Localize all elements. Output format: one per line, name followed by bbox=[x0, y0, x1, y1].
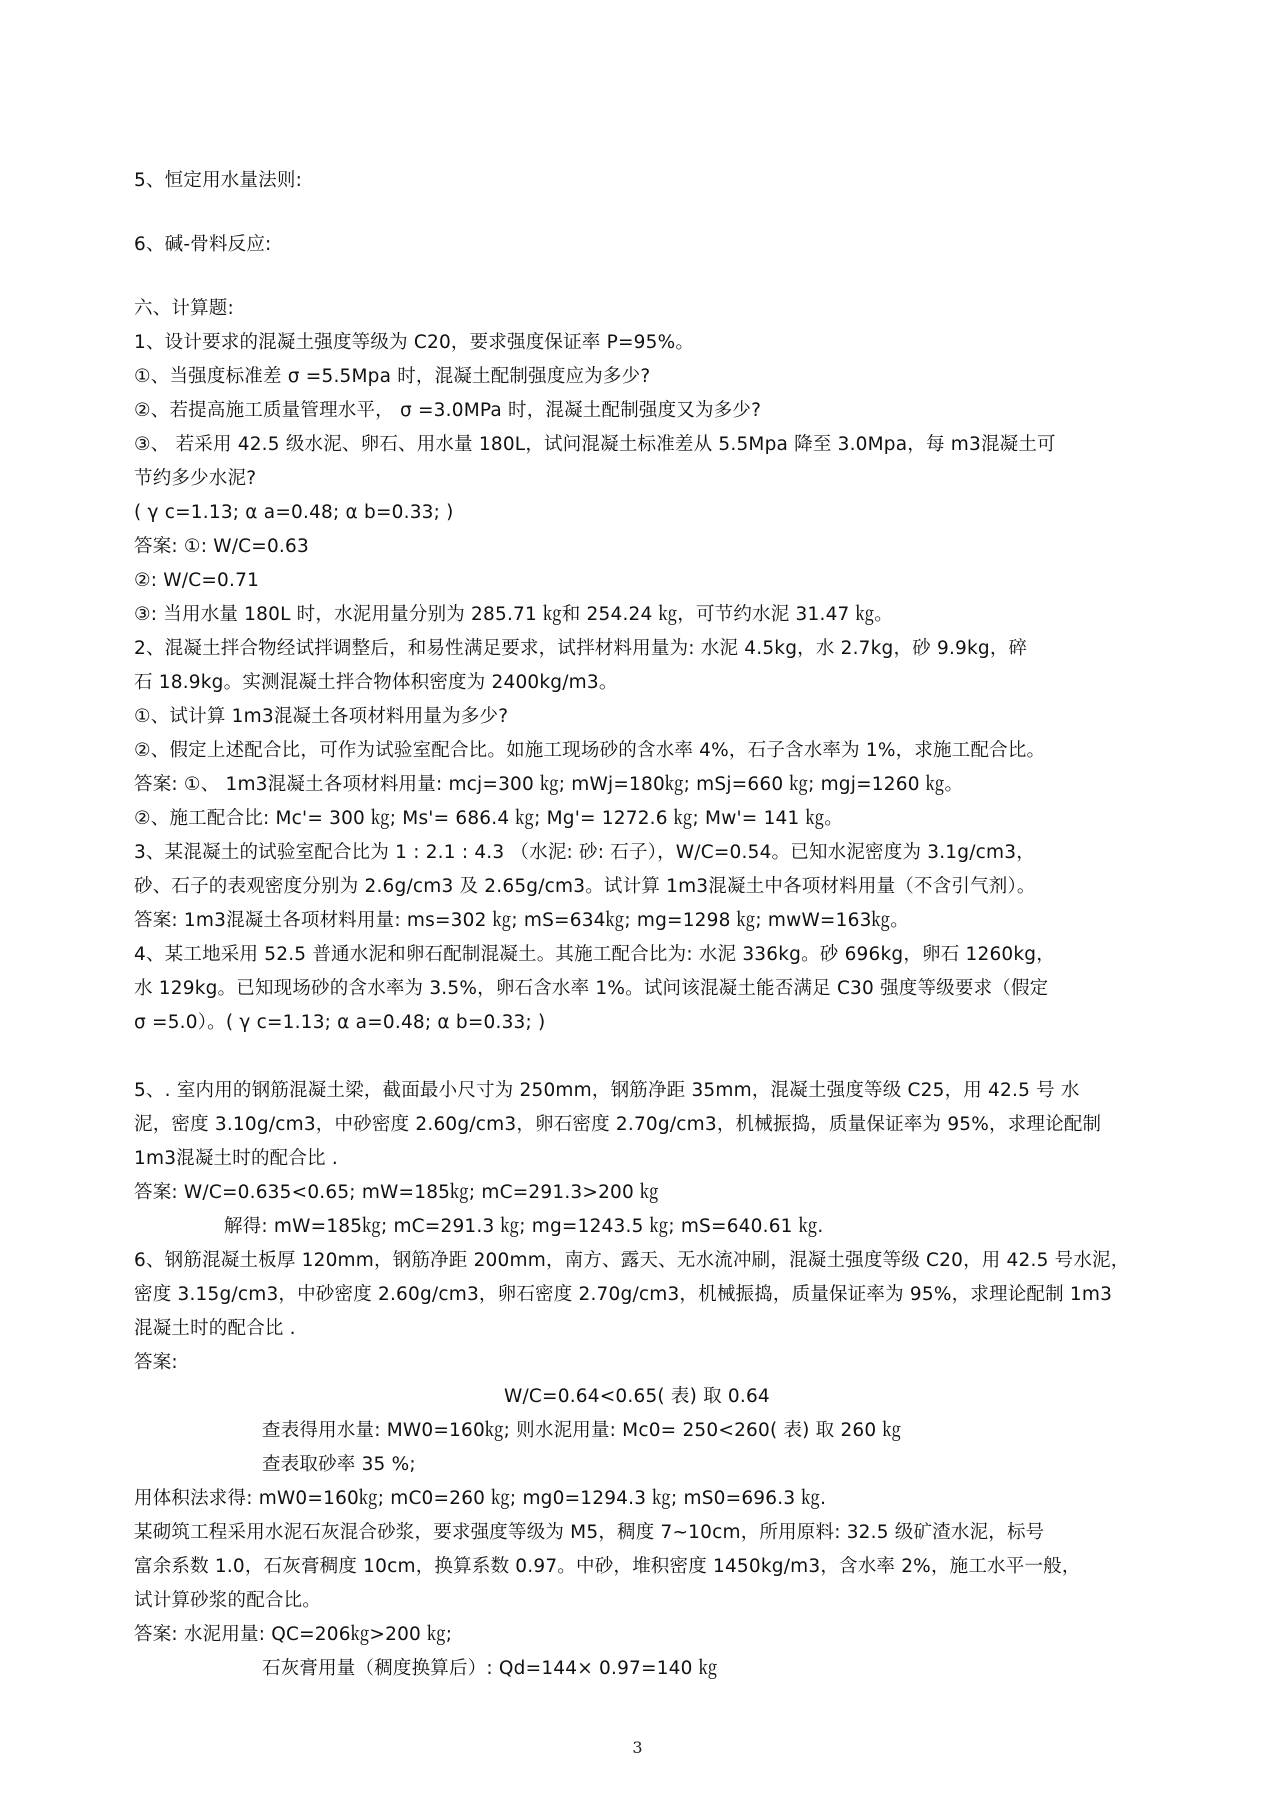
question-4-constants: σ =5.0）。( γ c=1.13; α a=0.48; α b=0.33; ) bbox=[134, 1012, 546, 1033]
question-6-title: 6、钢筋混凝土板厚 120mm，钢筋净距 200mm，南方、露天、无水流冲刷，混凝土强度等级 C20，用 42.5 号水泥， bbox=[134, 1250, 1130, 1271]
question-2-part-1: ①、试计算 1m3混凝土各项材料用量为多少? bbox=[134, 706, 509, 727]
answer-5: 答案: W/C=0.635<0.65; mW=185㎏; mC=291.3>200 ㎏ bbox=[134, 1182, 659, 1203]
answer-1-part-1: 答案: ①: W/C=0.63 bbox=[134, 536, 309, 557]
answer-1-part-2: ②: W/C=0.71 bbox=[134, 570, 260, 591]
question-5-title: 5、. 室内用的钢筋混凝土梁，截面最小尺寸为 250mm，钢筋净距 35mm，混凝土强度等级 C25，用 42.5 号 水 bbox=[134, 1080, 1080, 1101]
question-6-title-cont: 密度 3.15g/cm3，中砂密度 2.60g/cm3，卵石密度 2.70g/cm3，机械振捣，质量保证率为 95%，求理论配制 1m3 bbox=[134, 1284, 1113, 1305]
question-7-title-cont: 富余系数 1.0，石灰膏稠度 10cm，换算系数 0.97。中砂，堆积密度 1450kg/m3，含水率 2%，施工水平一般， bbox=[134, 1556, 1081, 1577]
answer-6-volume-method: 用体积法求得: mW0=160㎏; mC0=260 ㎏; mg0=1294.3 ㎏; mS0=696.3 ㎏. bbox=[134, 1488, 827, 1509]
answer-6-water: 查表得用水量: MW0=160㎏; 则水泥用量: Mc0= 250<260( 表) 取 260 ㎏ bbox=[262, 1420, 902, 1441]
question-5-title-end: 1m3混凝土时的配合比 . bbox=[134, 1148, 338, 1169]
page-content bbox=[134, 164, 1194, 1686]
answer-1-part-3: ③: 当用水量 180L 时，水泥用量分别为 285.71 ㎏和 254.24 ㎏，可节约水泥 31.47 ㎏。 bbox=[134, 604, 893, 625]
answer-2-part-2: ②、施工配合比: Mc'= 300 ㎏; Ms'= 686.4 ㎏; Mg'= 1272.6 ㎏; Mw'= 141 ㎏。 bbox=[134, 808, 843, 829]
question-5-title-cont: 泥，密度 3.10g/cm3，中砂密度 2.60g/cm3，卵石密度 2.70g/cm3，机械振捣，质量保证率为 95%，求理论配制 bbox=[134, 1114, 1102, 1135]
answer-2-part-1: 答案: ①、 1m3混凝土各项材料用量: mcj=300 ㎏; mWj=180㎏; mSj=660 ㎏; mgj=1260 ㎏。 bbox=[134, 774, 964, 795]
answer-6-sand-ratio: 查表取砂率 35 %; bbox=[262, 1454, 416, 1475]
question-1-part-1: ①、当强度标准差 σ =5.5Mpa 时，混凝土配制强度应为多少? bbox=[134, 366, 651, 387]
question-6-title-end: 混凝土时的配合比 . bbox=[134, 1318, 296, 1339]
answer-6-wc: W/C=0.64<0.65( 表) 取 0.64 bbox=[504, 1386, 770, 1407]
answer-3: 答案: 1m3混凝土各项材料用量: ms=302 ㎏; mS=634㎏; mg=1298 ㎏; mwW=163㎏。 bbox=[134, 910, 909, 931]
answer-7-cement: 答案: 水泥用量: QC=206㎏>200 ㎏; bbox=[134, 1624, 453, 1645]
question-4-title: 4、某工地采用 52.5 普通水泥和卵石配制混凝土。其施工配合比为: 水泥 336kg。砂 696kg，卵石 1260kg， bbox=[134, 944, 1055, 965]
answer-6-label: 答案: bbox=[134, 1352, 178, 1373]
question-7-title: 某砌筑工程采用水泥石灰混合砂浆，要求强度等级为 M5，稠度 7~10cm，所用原料: 32.5 级矿渣水泥，标号 bbox=[134, 1522, 1045, 1543]
page-number: 3 bbox=[632, 1738, 643, 1757]
question-1-title: 1、设计要求的混凝土强度等级为 C20，要求强度保证率 P=95%。 bbox=[134, 332, 695, 353]
question-1-part-3: ③、 若采用 42.5 级水泥、卵石、用水量 180L，试问混凝土标准差从 5.5Mpa 降至 3.0Mpa，每 m3混凝土可 bbox=[134, 434, 1056, 455]
answer-7-lime: 石灰膏用量（稠度换算后）: Qd=144× 0.97=140 ㎏ bbox=[262, 1658, 718, 1679]
definition-item-6: 6、碱-骨料反应: bbox=[134, 234, 272, 255]
question-4-title-cont: 水 129kg。已知现场砂的含水率为 3.5%，卵石含水率 1%。试问该混凝土能否满足 C30 强度等级要求（假定 bbox=[134, 978, 1049, 999]
definition-item-5: 5、恒定用水量法则: bbox=[134, 170, 303, 191]
answer-5-solution: 解得: mW=185㎏; mC=291.3 ㎏; mg=1243.5 ㎏; mS=640.61 ㎏. bbox=[224, 1216, 824, 1237]
question-1-part-3-cont: 节约多少水泥? bbox=[134, 468, 257, 489]
question-7-title-end: 试计算砂浆的配合比。 bbox=[134, 1590, 322, 1611]
question-2-title: 2、混凝土拌合物经试拌调整后，和易性满足要求，试拌材料用量为: 水泥 4.5kg，水 2.7kg，砂 9.9kg，碎 bbox=[134, 638, 1028, 659]
question-3-title-cont: 砂、石子的表观密度分别为 2.6g/cm3 及 2.65g/cm3。试计算 1m3混凝土中各项材料用量（不含引气剂）。 bbox=[134, 876, 1036, 897]
question-3-title: 3、某混凝土的试验室配合比为 1 : 2.1 : 4.3 （水泥: 砂: 石子），W/C=0.54。已知水泥密度为 3.1g/cm3， bbox=[134, 842, 1035, 863]
question-1-constants: ( γ c=1.13; α a=0.48; α b=0.33; ) bbox=[134, 502, 454, 523]
section-heading: 六、计算题: bbox=[134, 298, 234, 319]
question-2-title-cont: 石 18.9kg。实测混凝土拌合物体积密度为 2400kg/m3。 bbox=[134, 672, 618, 693]
question-1-part-2: ②、若提高施工质量管理水平， σ =3.0MPa 时，混凝土配制强度又为多少? bbox=[134, 400, 762, 421]
question-2-part-2: ②、假定上述配合比，可作为试验室配合比。如施工现场砂的含水率 4%，石子含水率为 1%，求施工配合比。 bbox=[134, 740, 1046, 761]
